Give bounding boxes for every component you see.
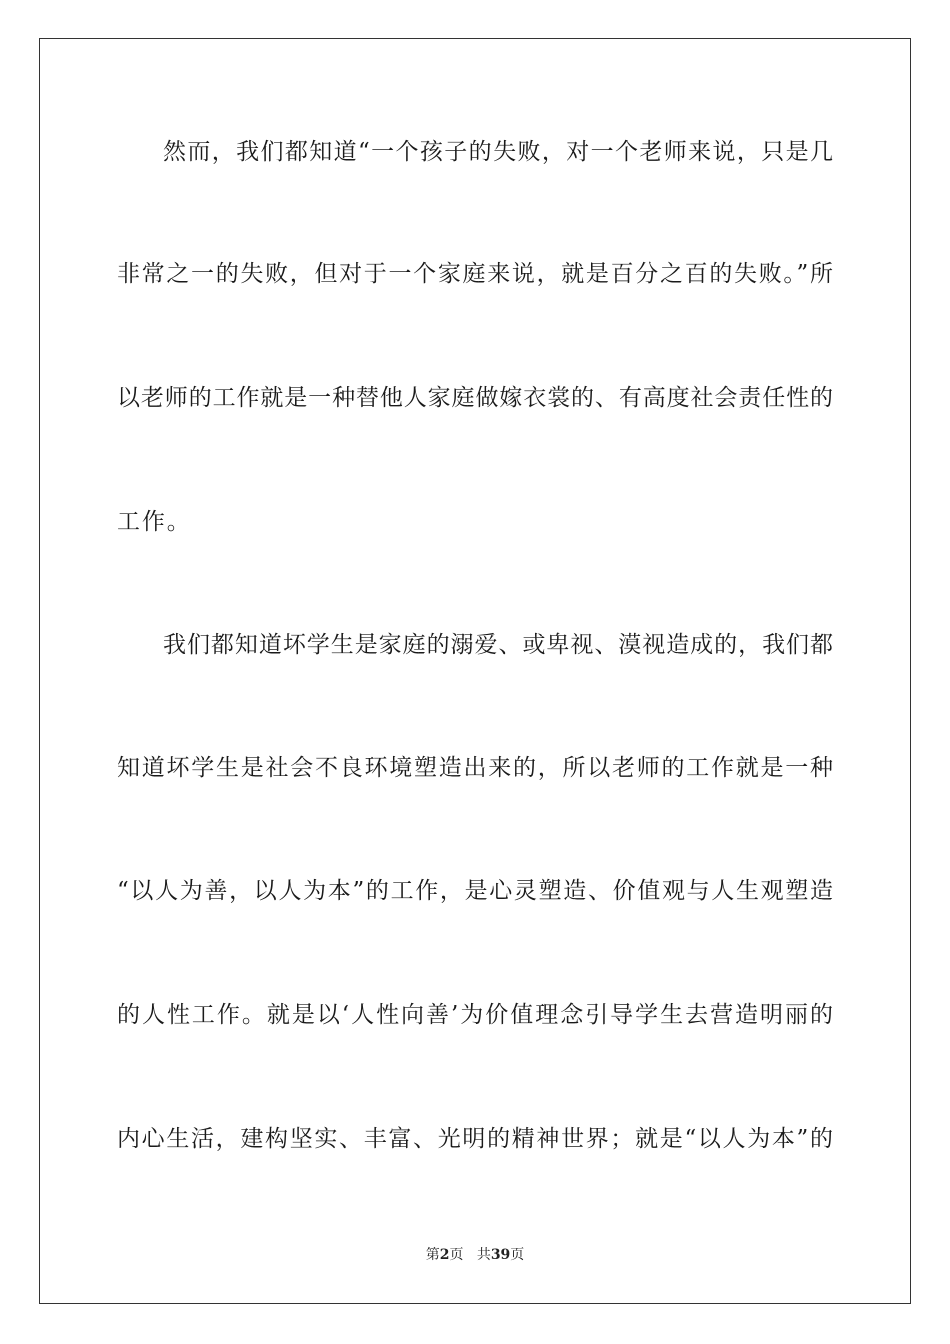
paragraph-line-6: 知道坏学生是社会不良环境塑造出来的，所以老师的工作就是一种 [117, 755, 833, 781]
page-footer [0, 1246, 950, 1264]
footer-total-prefix: 共 [476, 1247, 491, 1263]
paragraph-line-8: 的人性工作。就是以‘人性向善’为价值理念引导学生去营造明丽的 [117, 1002, 833, 1028]
footer-page-suffix: 页 [449, 1247, 464, 1263]
paragraph-line-4: 工作。 [117, 509, 192, 535]
footer-total-suffix: 页 [510, 1247, 525, 1263]
paragraph-line-1: 然而，我们都知道“一个孩子的失败，对一个老师来说，只是几 [163, 139, 833, 165]
paragraph-line-2: 非常之一的失败，但对于一个家庭来说，就是百分之百的失败。”所 [117, 261, 833, 287]
footer-page-prefix: 第 [425, 1247, 440, 1263]
paragraph-line-7: “以人为善，以人为本”的工作，是心灵塑造、价值观与人生观塑造 [117, 878, 833, 904]
footer-total-pages: 39 [490, 1247, 511, 1263]
paragraph-line-3: 以老师的工作就是一种替他人家庭做嫁衣裳的、有高度社会责任性的 [117, 385, 833, 411]
paragraph-line-9: 内心生活，建构坚实、丰富、光明的精神世界；就是“以人为本”的 [117, 1126, 833, 1152]
footer-page-number: 2 [439, 1247, 450, 1263]
page-border [39, 38, 911, 1304]
paragraph-line-5: 我们都知道坏学生是家庭的溺爱、或卑视、漠视造成的，我们都 [163, 632, 833, 658]
